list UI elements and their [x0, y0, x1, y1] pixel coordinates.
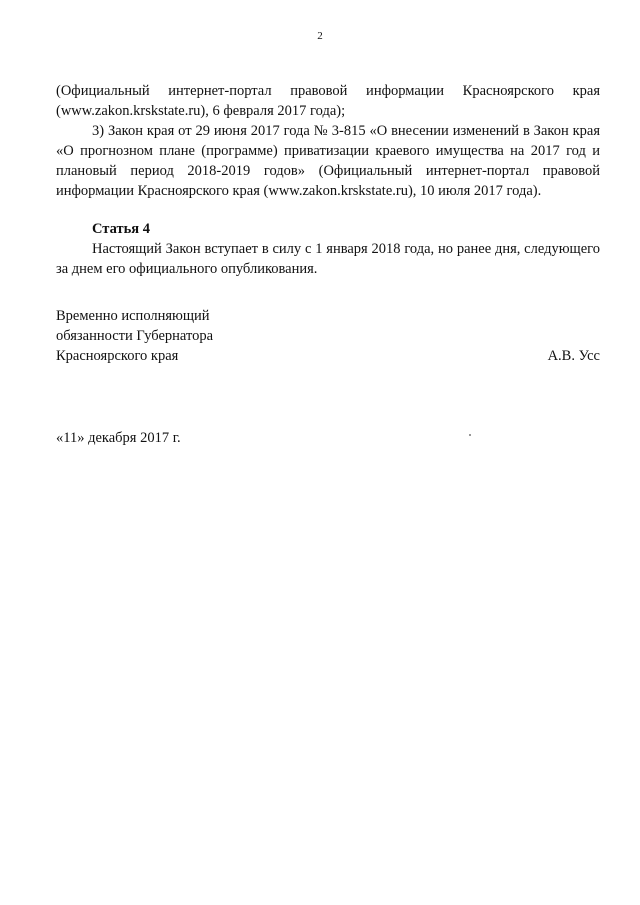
signatory-name: А.В. Усс: [547, 348, 600, 364]
amendments-list: [56, 81, 600, 201]
paragraph-item-3: 3) Закон края от 29 июня 2017 года № 3-815 «О внесении изменений в Закон края «О прогнозном плане (программе) приватизации краевого имущества на 2017 год и плановый период 2018-2019 годов» (Официальный интернет-портал правовой информации Красноярского края (www.zakon.krskstate.ru), 10 июля 2017 года).: [56, 123, 600, 199]
document-date: «11» декабря 2017 г.: [56, 430, 181, 446]
signature-title-line-1: Временно исполняющий: [56, 308, 210, 324]
signature-title-line-3: Красноярского края: [56, 348, 179, 364]
signature-title-line-2: обязанности Губернатора: [56, 328, 214, 344]
page-number: 2: [317, 30, 323, 42]
article-heading: Статья 4: [92, 221, 150, 237]
article-text: Настоящий Закон вступает в силу с 1 января 2018 года, но ранее дня, следующего за днем его официального опубликования.: [56, 241, 600, 277]
article-4: [56, 219, 600, 279]
scan-speck: [469, 434, 471, 436]
paragraph-source-reference: (Официальный интернет-портал правовой информации Красноярского края (www.zakon.krskstate.ru), 6 февраля 2017 года);: [56, 83, 600, 119]
signature-block: [56, 306, 600, 366]
